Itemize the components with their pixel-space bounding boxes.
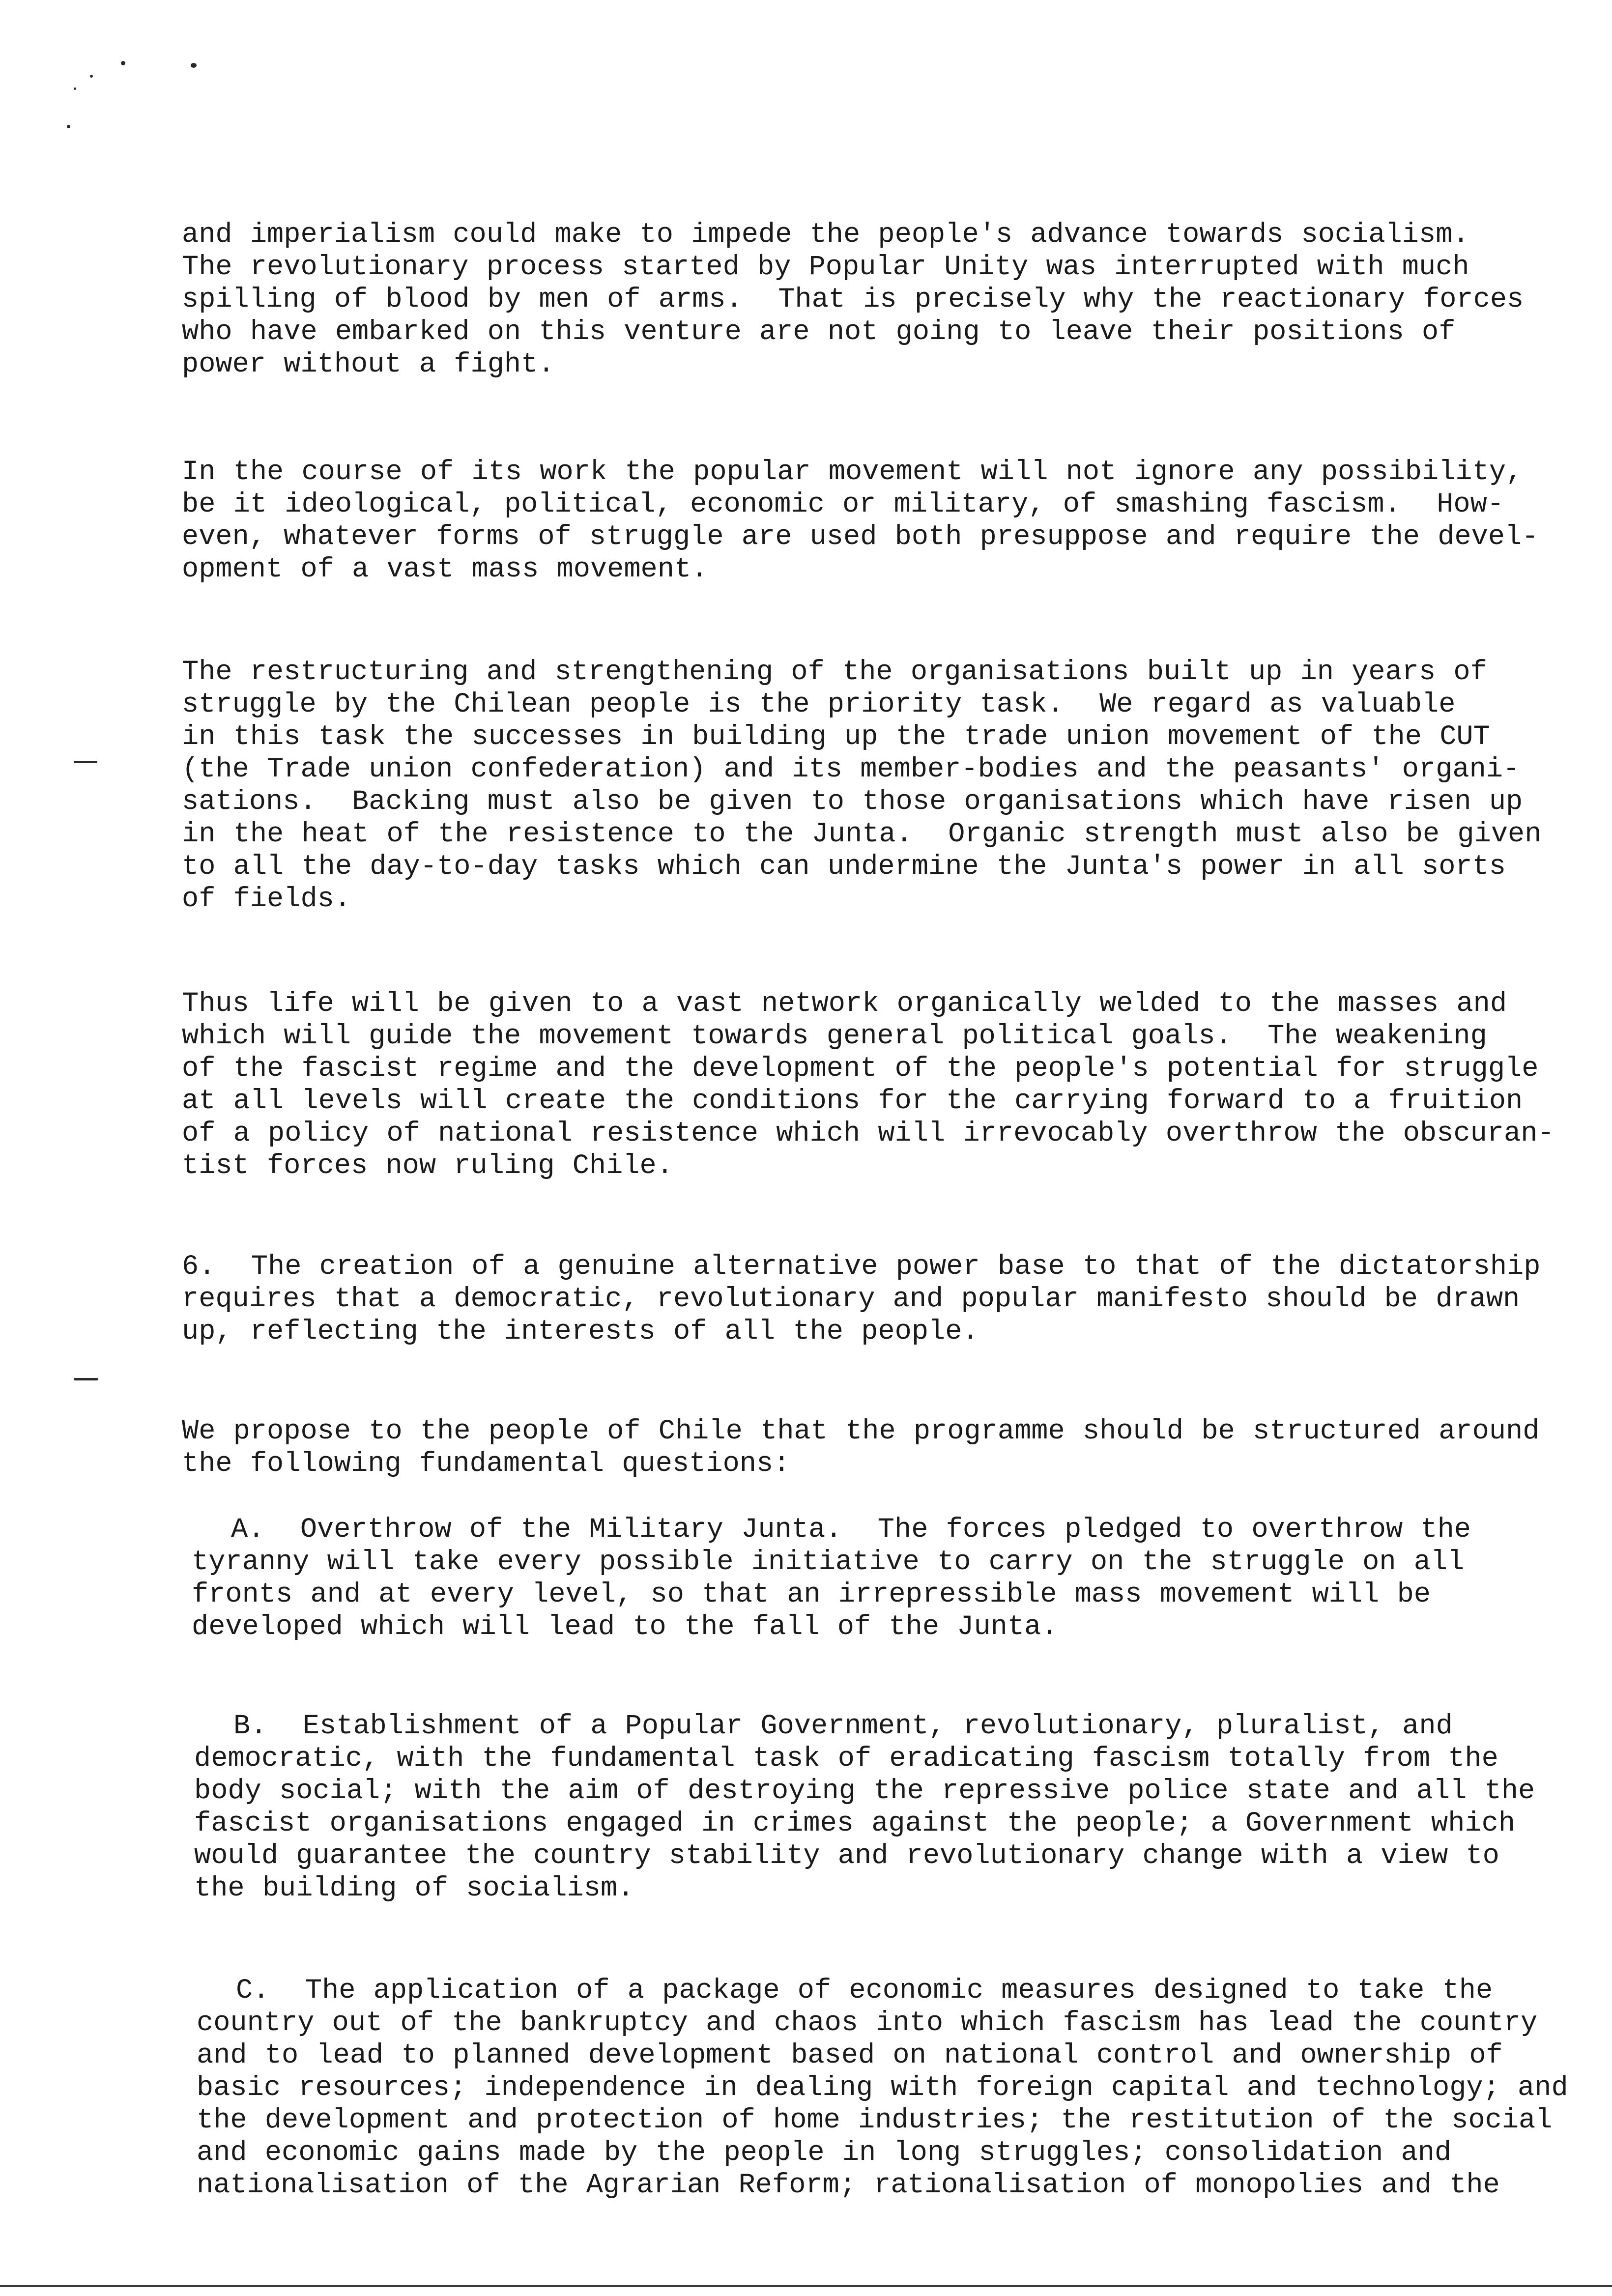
text-line: B. Establishment of a Popular Government, revolutionary, pluralist, and bbox=[233, 1711, 1453, 1742]
scan-speck bbox=[121, 61, 125, 65]
text-line: In the course of its work the popular movement will not ignore any possibility, bbox=[182, 457, 1523, 488]
text-line: power without a fight. bbox=[182, 349, 555, 380]
text-line: even, whatever forms of struggle are used both presuppose and require the devel- bbox=[182, 521, 1539, 553]
text-line: fascist organisations engaged in crimes against the people; a Government which bbox=[194, 1808, 1516, 1839]
text-line: democratic, with the fundamental task of eradicating fascism totally from the bbox=[194, 1743, 1498, 1775]
text-line: of fields. bbox=[182, 884, 351, 915]
paragraph-5 bbox=[182, 1251, 1548, 1348]
text-line: who have embarked on this venture are not going to leave their positions of bbox=[182, 316, 1456, 348]
text-line: opment of a vast mass movement. bbox=[182, 554, 708, 585]
text-line: A. Overthrow of the Military Junta. The forces pledged to overthrow the bbox=[231, 1514, 1471, 1546]
text-line: basic resources; independence in dealing with foreign capital and technology; and bbox=[197, 2072, 1568, 2104]
item-b bbox=[194, 1710, 1560, 1905]
text-line: sations. Backing must also be given to those organisations which have risen up bbox=[182, 786, 1523, 818]
text-line: and to lead to planned development based on national control and ownership of bbox=[197, 2040, 1503, 2071]
text-line: and economic gains made by the people in long struggles; consolidation and bbox=[197, 2137, 1452, 2169]
margin-mark bbox=[74, 1378, 98, 1380]
paragraph-6 bbox=[182, 1415, 1548, 1480]
text-line: fronts and at every level, so that an irrepressible mass movement will be bbox=[192, 1579, 1431, 1610]
text-line: C. The application of a package of economic measures designed to take the bbox=[236, 1975, 1493, 2007]
text-line: body social; with the aim of destroying the repressive police state and all the bbox=[194, 1776, 1535, 1807]
margin-mark bbox=[74, 761, 97, 763]
text-line: requires that a democratic, revolutionary and popular manifesto should be drawn bbox=[182, 1284, 1520, 1315]
text-line: tyranny will take every possible initiative to carry on the struggle on all bbox=[192, 1547, 1465, 1578]
text-line: and imperialism could make to impede the people's advance towards socialism. bbox=[182, 219, 1469, 251]
text-line: (the Trade union confederation) and its member-bodies and the peasants' organi- bbox=[182, 754, 1520, 785]
text-line: be it ideological, political, economic or military, of smashing fascism. How- bbox=[182, 489, 1504, 520]
paragraph-3 bbox=[182, 656, 1548, 916]
text-line: up, reflecting the interests of all the people. bbox=[182, 1316, 979, 1348]
text-line: of the fascist regime and the development of the people's potential for struggle bbox=[182, 1053, 1539, 1085]
text-line: the development and protection of home industries; the restitution of the social bbox=[197, 2105, 1553, 2136]
text-line: country out of the bankruptcy and chaos into which fascism has lead the country bbox=[197, 2008, 1538, 2039]
text-line: We propose to the people of Chile that the programme should be structured around bbox=[182, 1416, 1540, 1447]
text-line: 6. The creation of a genuine alternative power base to that of the dictatorship bbox=[182, 1251, 1541, 1283]
scan-speck bbox=[191, 63, 197, 68]
item-c bbox=[197, 1975, 1568, 2202]
text-line: which will guide the movement towards general political goals. The weakening bbox=[182, 1021, 1487, 1052]
text-line: nationalisation of the Agrarian Reform; rationalisation of monopolies and the bbox=[197, 2170, 1500, 2201]
text-line: in the heat of the resistence to the Junta. Organic strength must also be given bbox=[182, 819, 1542, 850]
scan-speck bbox=[90, 75, 93, 78]
paragraph-1 bbox=[182, 219, 1548, 381]
paragraph-2 bbox=[182, 456, 1548, 586]
bottom-rule bbox=[0, 2285, 1612, 2287]
text-line: developed which will lead to the fall of the Junta. bbox=[192, 1611, 1058, 1643]
text-line: struggle by the Chilean people is the priority task. We regard as valuable bbox=[182, 689, 1456, 720]
text-line: the building of socialism. bbox=[194, 1873, 634, 1904]
text-line: the following fundamental questions: bbox=[182, 1448, 790, 1480]
text-line: tist forces now ruling Chile. bbox=[182, 1150, 673, 1182]
item-a bbox=[192, 1514, 1558, 1643]
text-line: spilling of blood by men of arms. That is precisely why the reactionary forces bbox=[182, 284, 1524, 316]
scan-speck bbox=[74, 87, 76, 90]
text-line: to all the day-to-day tasks which can undermine the Junta's power in all sorts bbox=[182, 851, 1506, 883]
scan-speck bbox=[67, 125, 70, 128]
text-line: The restructuring and strengthening of the organisations built up in years of bbox=[182, 657, 1487, 688]
text-line: The revolutionary process started by Popular Unity was interrupted with much bbox=[182, 252, 1469, 283]
text-line: of a policy of national resistence which will irrevocably overthrow the obscuran- bbox=[182, 1118, 1554, 1149]
text-line: at all levels will create the conditions for the carrying forward to a fruition bbox=[182, 1086, 1523, 1117]
text-line: would guarantee the country stability and revolutionary change with a view to bbox=[194, 1840, 1499, 1872]
paragraph-4 bbox=[182, 988, 1554, 1182]
text-line: Thus life will be given to a vast network organically welded to the masses and bbox=[182, 988, 1507, 1020]
text-line: in this task the successes in building up the trade union movement of the CUT bbox=[182, 721, 1490, 753]
